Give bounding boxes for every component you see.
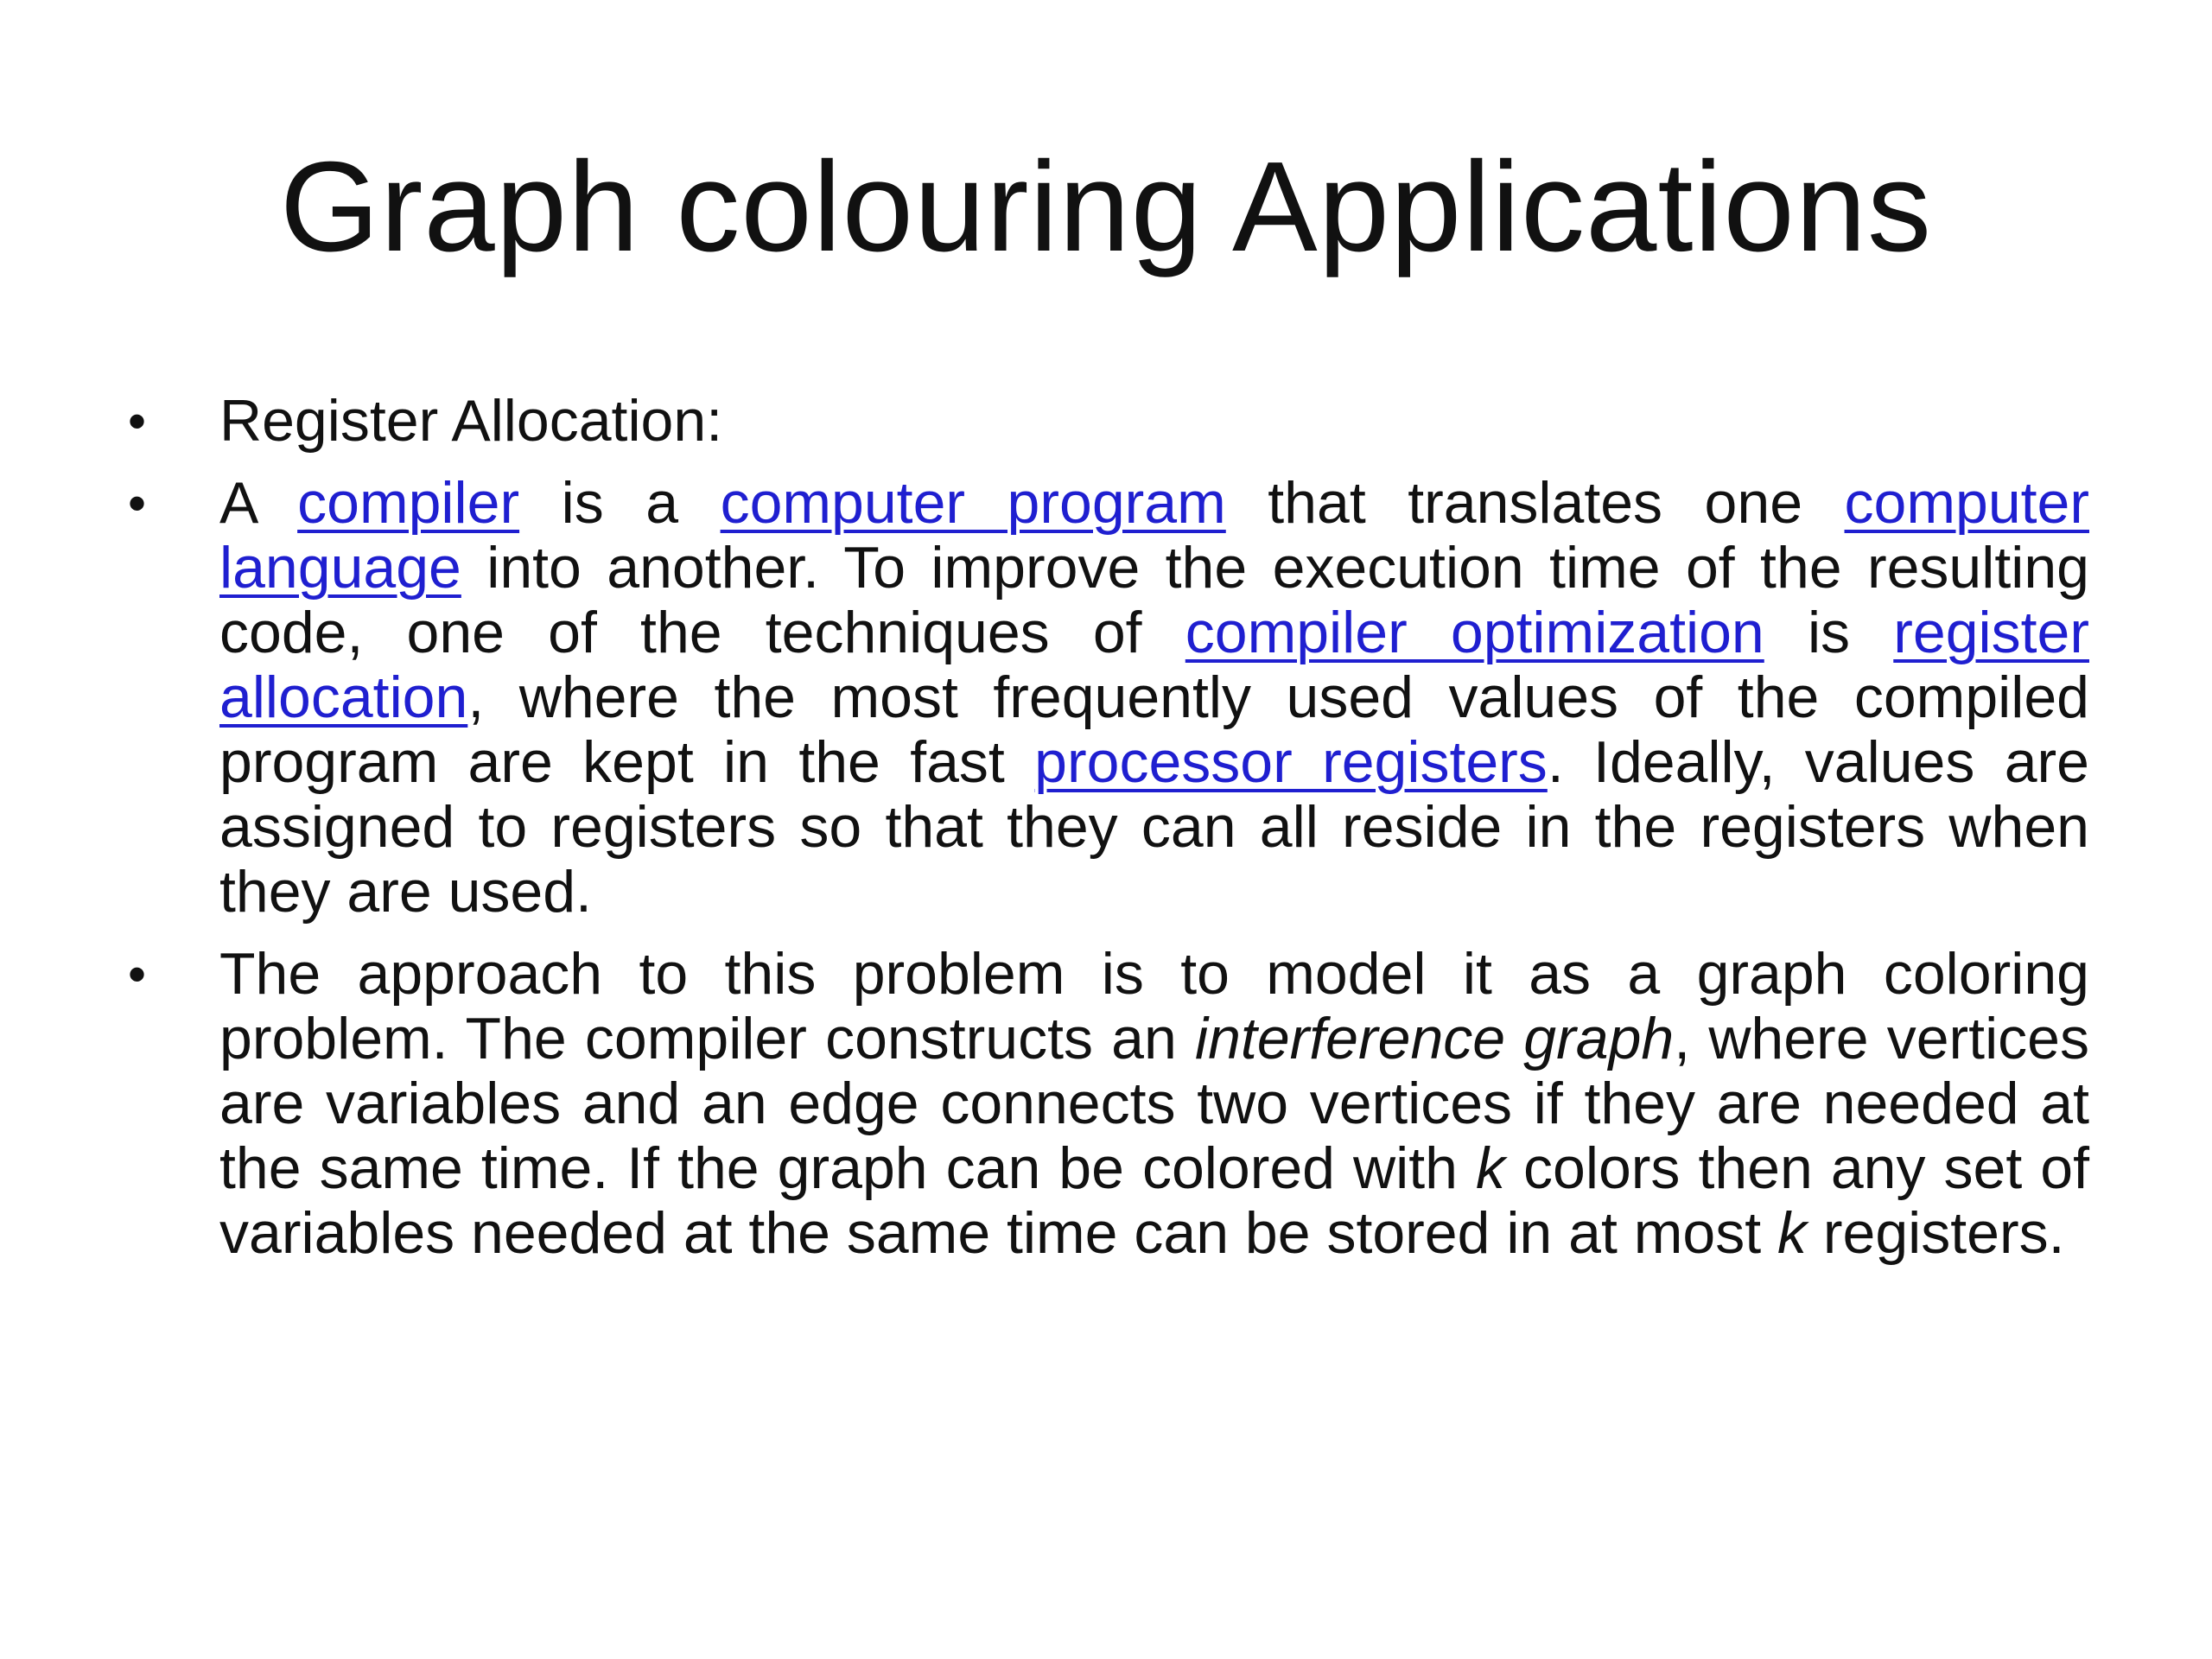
- emphasis-k: k: [1476, 1135, 1505, 1201]
- bullet-marker: •: [128, 474, 147, 532]
- text-segment: is: [1764, 600, 1894, 665]
- bullet-graph-coloring-approach: [128, 942, 2089, 1266]
- link-computer-language[interactable]: computer language: [219, 470, 2089, 601]
- link-compiler[interactable]: compiler: [297, 470, 520, 536]
- text-segment: A: [219, 470, 298, 536]
- text-segment: , where vertices are variables and an edge connects two vertices if they are needed at the same time. If the graph can be colored with: [219, 1006, 2090, 1201]
- bullet-list: [128, 389, 2089, 1283]
- text-segment: colors then any set of variables needed at the same time can be stored in at most: [219, 1135, 2089, 1266]
- bullet-text: Register Allocation:: [219, 388, 723, 454]
- text-segment: is a: [519, 470, 721, 536]
- text-segment: The approach to this problem is to model it as a graph coloring problem. The compiler constructs an: [219, 941, 2089, 1071]
- text-segment: that translates one: [1225, 470, 1845, 536]
- text-segment: , where the most frequently used values of the compiled program are kept in the fast: [219, 664, 2089, 795]
- link-processor-registers[interactable]: processor registers: [1034, 729, 1548, 795]
- text-segment: into another. To improve the execution time of the resulting code, one of the techniques of: [219, 535, 2089, 665]
- link-compiler-optimization[interactable]: compiler optimization: [1185, 600, 1764, 665]
- link-register-allocation[interactable]: register allocation: [219, 600, 2089, 730]
- slide-title: Graph colouring Applications: [279, 136, 1933, 278]
- link-computer-program[interactable]: computer program: [720, 470, 1226, 536]
- emphasis-interference-graph: interference graph: [1195, 1006, 1675, 1071]
- emphasis-k: k: [1777, 1200, 1807, 1266]
- bullet-marker: •: [128, 945, 147, 1003]
- bullet-register-allocation: [128, 389, 2089, 454]
- bullet-marker: •: [128, 392, 147, 450]
- text-segment: . Ideally, values are assigned to registers so that they can all reside in the registers when they are used.: [219, 729, 2089, 925]
- bullet-compiler-description: [128, 471, 2089, 925]
- text-segment: registers.: [1807, 1200, 2065, 1266]
